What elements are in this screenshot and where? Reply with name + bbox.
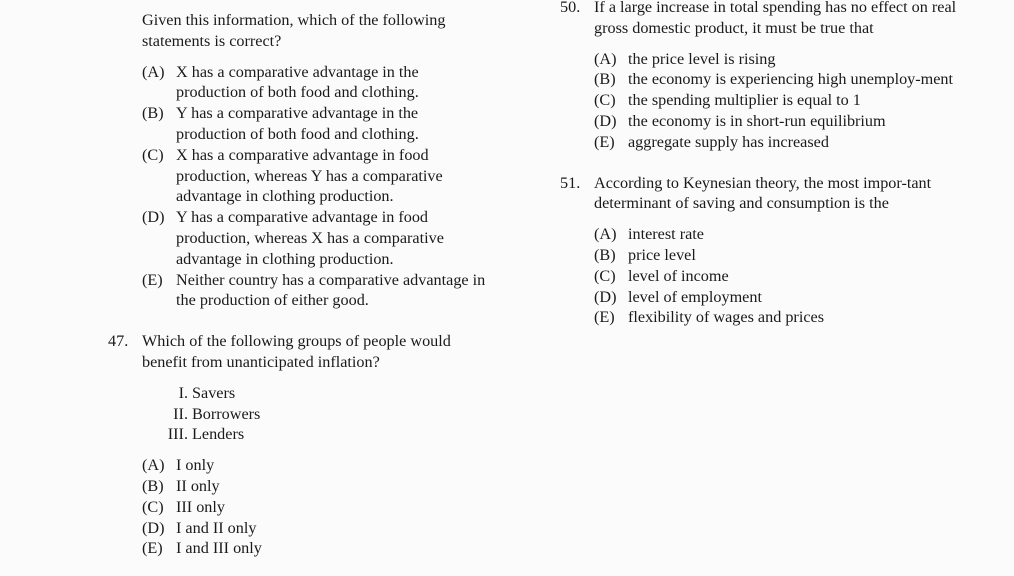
- answer-option-50e[interactable]: [594, 132, 976, 153]
- question-46-options: [142, 62, 502, 312]
- roman-item: [162, 383, 540, 404]
- answer-option-46d[interactable]: [142, 207, 502, 269]
- option-label: (C): [594, 91, 616, 110]
- question-50: [556, 0, 976, 153]
- roman-numeral: II.: [173, 404, 188, 423]
- option-label: (D): [594, 287, 617, 306]
- option-label: (D): [142, 208, 165, 227]
- answer-option-46c[interactable]: [142, 145, 502, 207]
- answer-option-47c[interactable]: [142, 497, 540, 518]
- option-label: (A): [142, 62, 165, 81]
- answer-option-46b[interactable]: [142, 103, 502, 145]
- question-51-stem: According to Keynesian theory, the most impor-tant determinant of saving and consumption is the: [594, 173, 932, 213]
- option-text: Y has a comparative advantage in food production, whereas X has a comparative advantage in clothing production.: [176, 208, 444, 268]
- right-column: [556, 0, 976, 328]
- option-label: (E): [142, 539, 163, 558]
- question-47: [100, 331, 540, 559]
- answer-option-47b[interactable]: [142, 476, 540, 497]
- question-51: [556, 173, 976, 329]
- answer-option-51d[interactable]: [594, 287, 976, 308]
- question-number: 47.: [108, 332, 129, 351]
- roman-numeral-list: [162, 383, 540, 445]
- left-column: [100, 10, 540, 559]
- answer-option-50c[interactable]: [594, 90, 976, 111]
- roman-numeral: III.: [167, 425, 188, 444]
- answer-option-47a[interactable]: [142, 455, 540, 476]
- option-text: I only: [176, 456, 215, 475]
- option-text: II only: [176, 476, 220, 495]
- question-46-continued: [100, 10, 540, 311]
- option-text: aggregate supply has increased: [628, 132, 829, 151]
- option-text: X has a comparative advantage in food production, whereas Y has a comparative advantage in clothing production.: [176, 145, 443, 206]
- roman-text: Borrowers: [192, 404, 261, 423]
- option-text: I and III only: [176, 539, 262, 558]
- question-number: 51.: [560, 173, 581, 192]
- roman-numeral: I.: [178, 383, 188, 402]
- option-label: (E): [594, 132, 615, 151]
- answer-option-47e[interactable]: [142, 538, 540, 559]
- option-label: (D): [142, 518, 165, 537]
- option-label: (A): [594, 225, 617, 244]
- question-51-options: [594, 224, 976, 328]
- answer-option-46a[interactable]: [142, 62, 502, 104]
- option-label: (B): [142, 476, 164, 495]
- question-46-stem: Given this information, which of the following statements is correct?: [142, 11, 446, 50]
- answer-option-51a[interactable]: [594, 224, 976, 245]
- option-text: I and II only: [176, 518, 257, 537]
- option-label: (D): [594, 111, 617, 130]
- option-label: (B): [594, 245, 616, 264]
- answer-option-50b[interactable]: [594, 69, 976, 90]
- option-text: flexibility of wages and prices: [628, 308, 824, 327]
- option-text: the economy is experiencing high unemploy-ment: [628, 70, 954, 89]
- option-label: (C): [142, 497, 164, 516]
- option-text: level of employment: [628, 287, 762, 306]
- option-text: interest rate: [628, 225, 704, 244]
- option-text: the economy is in short-run equilibrium: [628, 111, 886, 130]
- answer-option-51c[interactable]: [594, 266, 976, 287]
- option-text: level of income: [628, 266, 729, 285]
- option-label: (E): [142, 270, 163, 289]
- roman-item: [162, 404, 540, 425]
- answer-option-46e[interactable]: [142, 270, 502, 312]
- option-text: Y has a comparative advantage in the production of both food and clothing.: [176, 104, 419, 143]
- answer-option-51e[interactable]: [594, 307, 976, 328]
- option-label: (B): [594, 70, 616, 89]
- question-50-options: [594, 49, 976, 153]
- answer-option-51b[interactable]: [594, 245, 976, 266]
- option-text: price level: [628, 245, 696, 264]
- answer-option-47d[interactable]: [142, 518, 540, 539]
- answer-option-50a[interactable]: [594, 49, 976, 70]
- question-50-stem: If a large increase in total spending has no effect on real gross domestic product, it must be true that: [594, 0, 957, 37]
- roman-text: Lenders: [192, 425, 245, 444]
- option-text: the price level is rising: [628, 49, 776, 68]
- option-text: III only: [176, 497, 225, 516]
- option-label: (C): [142, 145, 164, 164]
- option-text: X has a comparative advantage in the production of both food and clothing.: [176, 62, 419, 102]
- question-number: 50.: [560, 0, 581, 16]
- spacer: [100, 311, 540, 331]
- option-label: (E): [594, 308, 615, 327]
- option-label: (A): [142, 456, 165, 475]
- option-label: (B): [142, 104, 164, 123]
- roman-text: Savers: [192, 383, 236, 402]
- answer-option-50d[interactable]: [594, 111, 976, 132]
- question-47-options: [142, 455, 540, 559]
- option-label: (A): [594, 49, 617, 68]
- spacer: [556, 153, 976, 173]
- option-text: the spending multiplier is equal to 1: [628, 91, 861, 110]
- question-47-stem: Which of the following groups of people would benefit from unanticipated inflation?: [142, 332, 451, 371]
- option-text: Neither country has a comparative advantage in the production of either good.: [176, 270, 486, 310]
- roman-item: [162, 424, 540, 445]
- option-label: (C): [594, 266, 616, 285]
